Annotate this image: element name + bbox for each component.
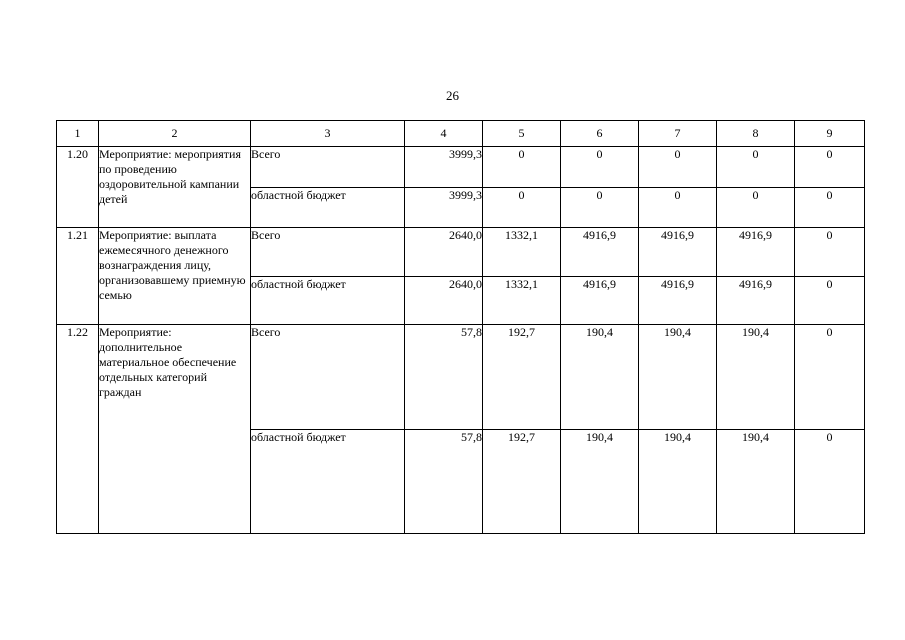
table-row [57, 147, 865, 188]
value-cell: 0 [717, 147, 795, 188]
funding-source: областной бюджет [251, 187, 405, 228]
funding-source: областной бюджет [251, 276, 405, 325]
value-cell: 192,7 [483, 325, 561, 430]
value-cell: 0 [795, 276, 865, 325]
header-cell: 2 [99, 121, 251, 147]
value-cell: 0 [483, 187, 561, 228]
value-cell: 2640,0 [405, 276, 483, 325]
value-cell: 4916,9 [561, 276, 639, 325]
value-cell: 192,7 [483, 429, 561, 534]
value-cell: 0 [717, 187, 795, 228]
funding-source: областной бюджет [251, 429, 405, 534]
value-cell: 4916,9 [717, 228, 795, 277]
page-number: 26 [446, 88, 459, 103]
header-row [57, 121, 865, 147]
value-cell: 4916,9 [561, 228, 639, 277]
activity-name: Мероприятие: выплата ежемесячного денежного вознаграждения лицу, организовавшему приемную семью [99, 228, 251, 325]
value-cell: 0 [795, 325, 865, 430]
value-cell: 1332,1 [483, 276, 561, 325]
value-cell: 0 [483, 147, 561, 188]
value-cell: 0 [561, 147, 639, 188]
header-cell: 9 [795, 121, 865, 147]
activity-name: Мероприятие: дополнительное материальное обеспечение отдельных категорий граждан [99, 325, 251, 534]
value-cell: 57,8 [405, 325, 483, 430]
value-cell: 190,4 [717, 429, 795, 534]
value-cell: 4916,9 [717, 276, 795, 325]
header-cell: 7 [639, 121, 717, 147]
value-cell: 0 [795, 187, 865, 228]
value-cell: 190,4 [561, 429, 639, 534]
budget-table [56, 120, 865, 534]
header-cell: 8 [717, 121, 795, 147]
value-cell: 190,4 [561, 325, 639, 430]
header-cell: 1 [57, 121, 99, 147]
header-cell: 5 [483, 121, 561, 147]
row-number: 1.20 [57, 147, 99, 228]
value-cell: 0 [639, 187, 717, 228]
header-cell: 4 [405, 121, 483, 147]
value-cell: 0 [639, 147, 717, 188]
activity-name: Мероприятие: мероприятия по проведению оздоровительной кампании детей [99, 147, 251, 228]
value-cell: 57,8 [405, 429, 483, 534]
value-cell: 0 [795, 147, 865, 188]
row-number: 1.22 [57, 325, 99, 534]
value-cell: 0 [561, 187, 639, 228]
table-row [57, 228, 865, 277]
value-cell: 0 [795, 429, 865, 534]
value-cell: 3999,3 [405, 187, 483, 228]
value-cell: 190,4 [717, 325, 795, 430]
value-cell: 3999,3 [405, 147, 483, 188]
value-cell: 0 [795, 228, 865, 277]
table-row [57, 325, 865, 430]
funding-source: Всего [251, 147, 405, 188]
value-cell: 190,4 [639, 325, 717, 430]
header-cell: 3 [251, 121, 405, 147]
value-cell: 4916,9 [639, 276, 717, 325]
funding-source: Всего [251, 325, 405, 430]
value-cell: 1332,1 [483, 228, 561, 277]
row-number: 1.21 [57, 228, 99, 325]
header-cell: 6 [561, 121, 639, 147]
funding-source: Всего [251, 228, 405, 277]
value-cell: 190,4 [639, 429, 717, 534]
value-cell: 2640,0 [405, 228, 483, 277]
value-cell: 4916,9 [639, 228, 717, 277]
